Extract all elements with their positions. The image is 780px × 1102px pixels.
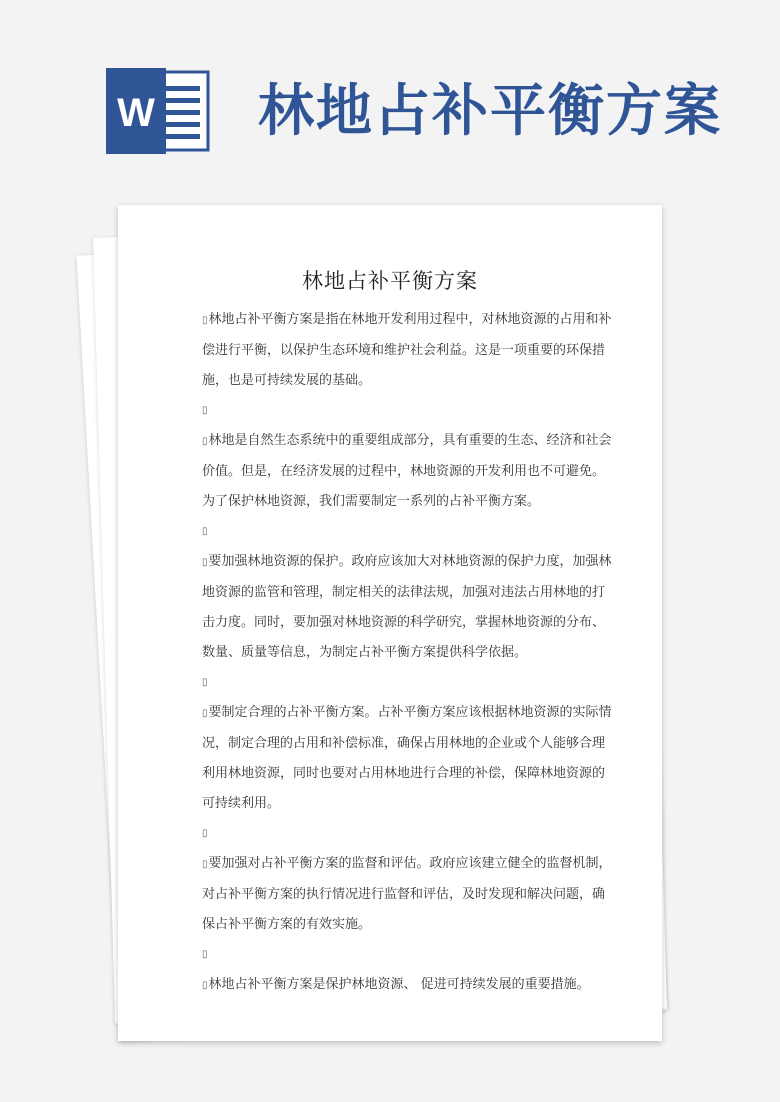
paragraph-3: ▯ 要加强林地资源的保护。政府应该加大对林地资源的保护力度，加强林地资源的监管和管理，制定相关的法律法规，加强对违法占用林地的打击力度。同时，要加强对林地资源的科学研究，掌握林地资源的分布、数量、质量等信息，为制定占补平衡方案提供科学依据。 xyxy=(202,547,612,668)
paragraph-4: ▯ 要制定合理的占补平衡方案。占补平衡方案应该根据林地资源的实际情况，制定合理的占用和补偿标准，确保占用林地的企业或个人能够合理利用林地资源，同时也要对占用林地进行合理的补偿，保障林地资源的可持续利用。 xyxy=(202,698,612,819)
word-logo-letter: W xyxy=(117,91,155,135)
paragraph-2: ▯ 林地是自然生态系统中的重要组成部分，具有重要的生态、经济和社会价值。但是，在经济发展的过程中，林地资源的开发利用也不可避免。为了保护林地资源，我们需要制定一系列的占补平衡方案。 xyxy=(202,426,612,517)
paragraph-mark: ▯ xyxy=(202,828,208,839)
paragraph-6: ▯ 林地占补平衡方案是保护林地资源、 促进可持续发展的重要措施。 xyxy=(202,970,612,1001)
paragraph-1: ▯ 林地占补平衡方案是指在林地开发利用过程中，对林地资源的占用和补偿进行平衡，以保护生态环境和维护社会利益。这是一项重要的环保措施，也是可持续发展的基础。 xyxy=(202,305,612,396)
document-page xyxy=(118,205,662,1041)
paragraph-mark: ▯ xyxy=(202,949,208,960)
paragraph-mark: ▯ xyxy=(202,677,208,688)
banner-title: 林地占补平衡方案 xyxy=(258,79,722,144)
word-logo-icon xyxy=(106,68,210,154)
document-title: 林地占补平衡方案 xyxy=(302,269,478,293)
paragraph-mark: ▯ xyxy=(202,405,208,416)
document-body xyxy=(202,305,612,1001)
paragraph-mark: ▯ xyxy=(202,526,208,537)
paragraph-5: ▯ 要加强对占补平衡方案的监督和评估。政府应该建立健全的监督机制，对占补平衡方案的执行情况进行监督和评估，及时发现和解决问题，确保占补平衡方案的有效实施。 xyxy=(202,849,612,940)
